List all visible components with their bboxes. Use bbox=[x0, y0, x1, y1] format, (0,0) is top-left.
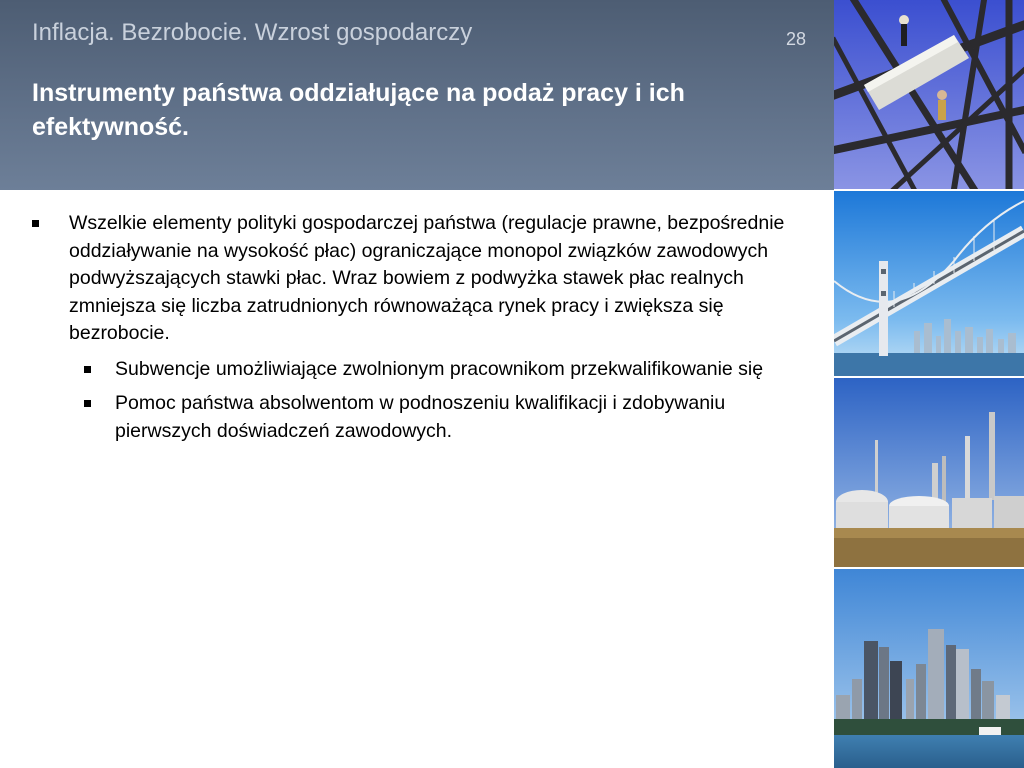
refinery-photo bbox=[834, 378, 1024, 567]
slide-content bbox=[32, 210, 812, 452]
slide-header bbox=[0, 0, 834, 190]
bullet-item bbox=[32, 210, 812, 348]
sub-bullet-item bbox=[32, 356, 812, 384]
square-bullet-icon bbox=[84, 400, 91, 407]
slide-title: Instrumenty państwa oddziałujące na podaż pracy i ich efektywność. bbox=[32, 79, 685, 141]
sub-bullet-item bbox=[32, 390, 812, 445]
bridge-photo bbox=[834, 191, 1024, 376]
square-bullet-icon bbox=[84, 366, 91, 373]
sub-bullet-text: Pomoc państwa absolwentom w podnoszeniu kwalifikacji i zdobywaniu pierwszych doświadczeń zawodowych. bbox=[115, 392, 726, 442]
sub-bullet-list bbox=[32, 356, 812, 446]
square-bullet-icon bbox=[32, 220, 39, 227]
bullet-text: Wszelkie elementy polityki gospodarczej państwa (regulacje prawne, bezpośrednie oddziaływanie na wysokość płac) ograniczające monopol związków zawodowych podwyższających stawki płac. Wraz bowiem z podwyżka stawek płac realnych zmniejsza się liczba zatrudnionych równoważąca rynek pracy i zwiększa się bezrobocie. bbox=[69, 212, 785, 344]
skyline-photo bbox=[834, 569, 1024, 768]
sub-bullet-text: Subwencje umożliwiające zwolnionym pracownikom przekwalifikowanie się bbox=[115, 357, 764, 380]
construction-photo bbox=[834, 0, 1024, 189]
photo-strip bbox=[834, 0, 1024, 768]
page-number: 28 bbox=[786, 29, 807, 49]
course-title: Inflacja. Bezrobocie. Wzrost gospodarczy bbox=[32, 19, 473, 46]
